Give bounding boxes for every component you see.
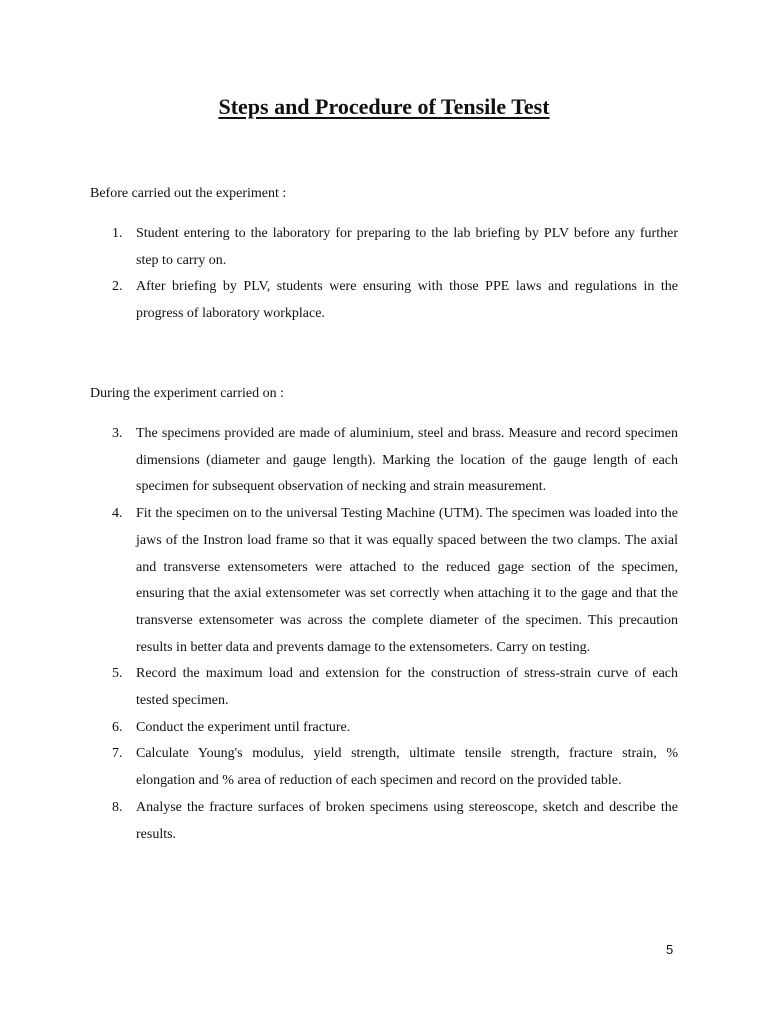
- page-number: 5: [666, 942, 674, 957]
- step-text: Record the maximum load and extension for the construction of stress-strain curve of each tested specimen.: [136, 666, 678, 709]
- section-heading-during: During the experiment carried on :: [90, 386, 284, 401]
- step-item: [90, 274, 678, 327]
- step-item: [90, 715, 678, 742]
- step-number: 6.: [112, 719, 123, 735]
- step-number: 2.: [112, 279, 123, 295]
- step-number: 1.: [112, 226, 123, 241]
- step-text: Calculate Young's modulus, yield strength, ultimate tensile strength, fracture strain, % elongation and % area of reduction of each specimen and record on the provided table.: [136, 746, 678, 789]
- step-text: Student entering to the laboratory for preparing to the lab briefing by PLV before any further step to carry on.: [136, 226, 678, 268]
- step-item: [90, 501, 678, 661]
- steps-list-during: [90, 421, 678, 848]
- step-item: [90, 661, 678, 714]
- step-text: Fit the specimen on to the universal Testing Machine (UTM). The specimen was loaded into the jaws of the Instron load frame so that it was equally spaced between the two clamps. The axial and transverse extensometers were attached to the reduced gage section of the specimen, ensuring that the axial extensometer was set correctly when attaching it to the gage and that the transverse extensometer was across the complete diameter of the specimen. This precaution results in better data and prevents damage to the extensometers. Carry on testing.: [136, 506, 678, 655]
- step-text: After briefing by PLV, students were ensuring with those PPE laws and regulations in the progress of laboratory workplace.: [136, 279, 678, 322]
- step-number: 3.: [112, 426, 123, 441]
- page-title: Steps and Procedure of Tensile Test: [218, 94, 550, 119]
- step-text: Conduct the experiment until fracture.: [136, 719, 351, 735]
- section-heading-before: Before carried out the experiment :: [90, 186, 287, 201]
- step-item: [90, 221, 678, 274]
- step-item: [90, 795, 678, 848]
- step-item: [90, 741, 678, 794]
- step-number: 5.: [112, 666, 123, 682]
- step-text: The specimens provided are made of aluminium, steel and brass. Measure and record specimen dimensions (diameter and gauge length). Marking the location of the gauge length of each specimen for subsequent observation of necking and strain measurement.: [136, 426, 678, 495]
- step-item: [90, 421, 678, 501]
- step-number: 7.: [112, 746, 123, 762]
- step-number: 8.: [112, 799, 123, 815]
- step-number: 4.: [112, 506, 123, 522]
- steps-list-before: [90, 221, 678, 328]
- step-text: Analyse the fracture surfaces of broken specimens using stereoscope, sketch and describe the results.: [136, 799, 678, 842]
